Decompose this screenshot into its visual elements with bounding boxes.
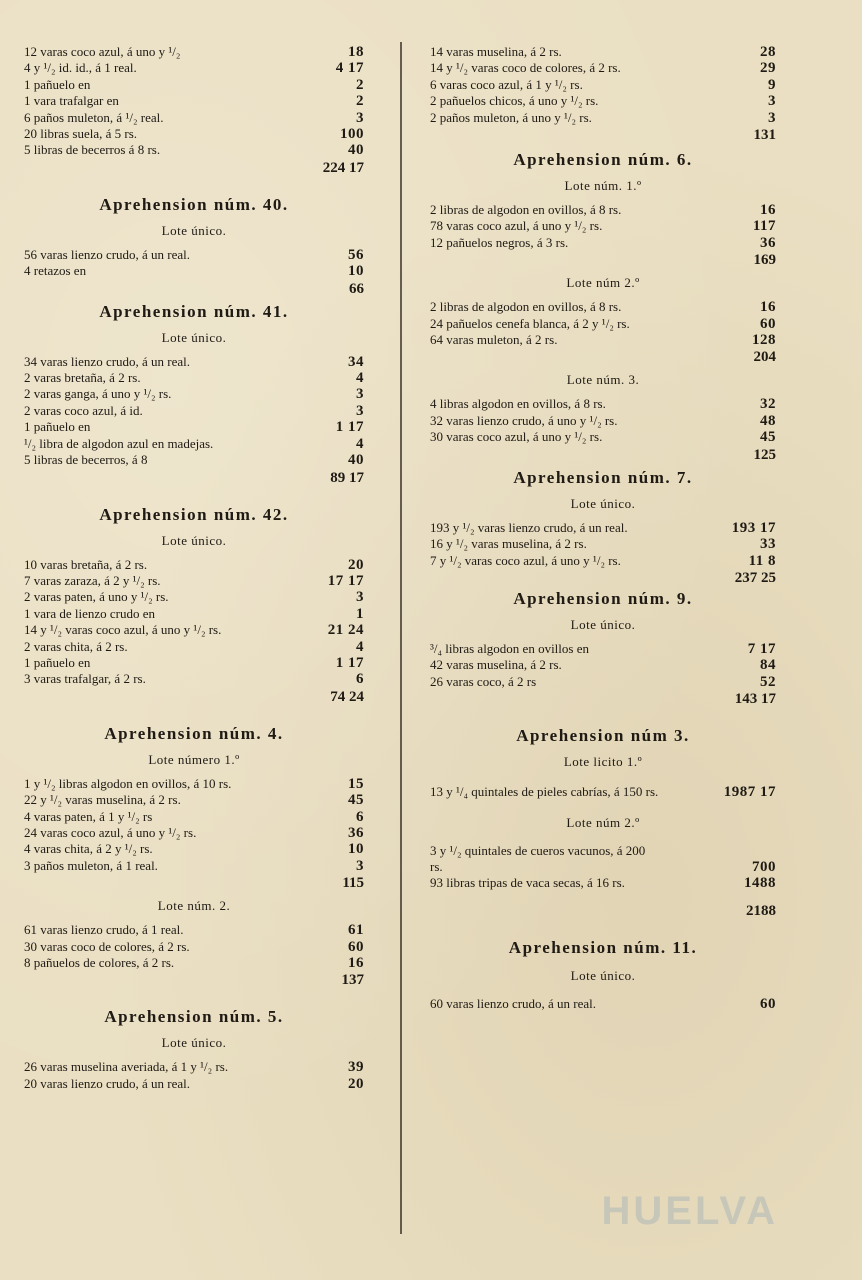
list-item [430,413,776,429]
item-description: 193 y ¹/₂ varas lienzo crudo, á un real. [430,519,628,535]
item-description: 14 y ¹/₂ varas coco de colores, á 2 rs. [430,60,621,76]
subtotal-value: 224 17 [322,159,364,176]
subtotal-value: 125 [753,446,776,463]
lote-label: Lote único. [570,967,636,983]
item-amount: 16 [348,955,364,971]
item-description: 64 varas muleton, á 2 rs. [430,332,558,348]
item-amount: 700 [752,858,776,875]
item-amount: 20 [348,1075,364,1092]
list-item [430,520,776,536]
item-description: 26 varas muselina averiada, á 1 y ¹/₂ rs. [24,1059,229,1075]
section-heading: Aprehension núm. 11. [508,937,698,957]
item-amount: 3 [356,109,364,126]
item-list [430,996,776,1012]
section-heading: Aprehension núm. 40. [99,194,289,214]
lote-label: Lote único. [161,1035,227,1051]
item-description: 2 varas bretaña, á 2 rs. [24,370,141,386]
item-description: ¹/₂ libra de algodon azul en madejas. [24,435,214,451]
item-amount: 117 [752,218,776,235]
list-item [24,110,364,126]
list-item [24,922,364,938]
item-amount: 3 [768,93,776,110]
item-amount: 1 [356,605,364,622]
subtotal-value: 74 24 [330,688,364,705]
item-description: 6 paños muleton, á ¹/₂ real. [24,109,164,125]
subtotal-value: 115 [342,875,364,892]
item-description: 14 y ¹/₂ varas coco azul, á uno y ¹/₂ rs. [24,622,222,638]
list-item [24,386,364,402]
subtotal-value: 131 [753,127,776,144]
subtotal [24,159,364,177]
item-description: 61 varas lienzo crudo, á 1 real. [24,922,184,938]
item-amount: 36 [760,234,776,251]
item-description: 5 libras de becerros, á 8 [24,452,148,468]
item-description: 93 libras tripas de vaca secas, á 16 rs. [430,875,625,891]
subtotal-value: 143 17 [734,691,776,708]
item-description: ³/₄ libras algodon en ovillos en [430,640,589,656]
list-item [430,332,776,348]
item-amount: 28 [760,44,776,60]
item-description: 1 pañuelo en [24,76,91,92]
item-amount: 15 [348,775,364,792]
list-item [24,939,364,955]
subtotal [430,569,776,587]
item-description: 10 varas bretaña, á 2 rs. [24,556,148,572]
subtotal-value: 2188 [746,902,776,919]
item-amount: 56 [348,246,364,263]
lote-label: Lote único. [161,329,227,345]
item-description: 4 libras algodon en ovillos, á 8 rs. [430,396,606,412]
list-item [24,792,364,808]
item-description: 24 pañuelos cenefa blanca, á 2 y ¹/₂ rs. [430,315,630,331]
item-amount: 10 [348,263,364,280]
item-description: 78 varas coco azul, á uno y ¹/₂ rs. [430,218,603,234]
subtotal [430,126,776,144]
subtotal [24,280,364,298]
item-amount: 128 [752,332,776,349]
item-description: 60 varas lienzo crudo, á un real. [430,995,597,1011]
list-item [430,674,776,690]
list-item [430,996,776,1012]
item-list [430,396,776,445]
item-description: 32 varas lienzo crudo, á uno y ¹/₂ rs. [430,412,618,428]
list-item [24,403,364,419]
lote-label: Lote número 1.º [148,751,240,767]
item-description: 30 varas coco azul, á uno y ¹/₂ rs. [430,429,603,445]
item-amount: 1 17 [335,654,364,671]
list-item [24,419,364,435]
list-item [430,316,776,332]
list-item [430,657,776,673]
item-description: 22 y ¹/₂ varas muselina, á 2 rs. [24,792,181,808]
subtotal [430,690,776,708]
list-item [24,557,364,573]
item-description: 8 pañuelos de colores, á 2 rs. [24,955,175,970]
subtotal [24,688,364,706]
item-list [24,557,364,688]
item-amount: 18 [348,44,364,60]
section-heading: Aprehension núm. 4. [104,723,284,743]
list-item [24,93,364,109]
item-description: 20 libras suela, á 5 rs. [24,126,138,142]
list-item [24,825,364,841]
list-item [24,1076,364,1092]
item-description: 7 varas zaraza, á 2 y ¹/₂ rs. [24,572,161,588]
item-list [430,843,776,892]
item-amount: 100 [340,126,364,143]
item-amount: 4 [356,435,364,452]
subtotal [430,348,776,366]
list-item [24,60,364,76]
item-list [24,922,364,971]
item-amount: 16 [760,299,776,316]
item-description: 24 varas coco azul, á uno y ¹/₂ rs. [24,824,197,840]
lote-label: Lote núm 2.º [566,814,640,830]
column-divider [400,42,402,1234]
list-item [430,299,776,315]
list-item [24,452,364,468]
item-description: 14 varas muselina, á 2 rs. [430,44,562,59]
archive-watermark: HUELVA [601,1189,778,1233]
item-amount: 45 [348,792,364,809]
item-amount: 1987 17 [723,784,776,801]
subtotal [430,251,776,269]
item-description: 1 y ¹/₂ libras algodon en ovillos, á 10 rs. [24,775,232,791]
item-amount: 4 17 [335,60,364,77]
section-heading: Aprehension núm. 9. [513,588,693,608]
item-amount: 1488 [744,875,776,892]
list-item [24,573,364,589]
item-description: rs. [430,858,443,874]
item-description: 2 varas chita, á 2 rs. [24,638,128,654]
list-item [430,235,776,251]
item-description: 4 retazos en [24,263,87,279]
list-item [24,622,364,638]
list-item [24,589,364,605]
list-item [24,858,364,874]
item-list [430,202,776,251]
item-amount: 20 [348,556,364,573]
list-item [24,370,364,386]
item-description: 13 y ¹/₄ quintales de pieles cabrías, á 150 rs. [430,784,659,800]
item-description: 6 varas coco azul, á 1 y ¹/₂ rs. [430,76,583,92]
subtotal [24,469,364,487]
item-description: 5 libras de becerros á 8 rs. [24,142,161,158]
item-amount: 29 [760,60,776,77]
item-amount: 60 [348,938,364,955]
list-item [430,218,776,234]
item-amount: 11 8 [748,552,776,569]
item-list [24,776,364,874]
list-item [24,247,364,263]
item-description: 2 varas coco azul, á id. [24,402,143,418]
list-item [430,93,776,109]
item-description: 30 varas coco de colores, á 2 rs. [24,938,190,954]
item-amount: 9 [768,76,776,93]
item-amount: 4 [356,638,364,655]
list-item [24,776,364,792]
subtotal [24,971,364,989]
item-description: 1 vara de lienzo crudo en [24,605,156,621]
item-amount: 45 [760,429,776,446]
item-description: 2 paños muleton, á uno y ¹/₂ rs. [430,109,592,125]
item-description: 2 varas paten, á uno y ¹/₂ rs. [24,589,169,605]
item-amount: 193 17 [731,519,776,536]
list-item [430,536,776,552]
list-item [24,841,364,857]
list-item [24,955,364,971]
item-description: 2 libras de algodon en ovillos, á 8 rs. [430,299,622,315]
item-description: 1 vara trafalgar en [24,93,119,109]
item-amount: 21 24 [327,622,364,639]
item-description: 4 varas paten, á 1 y ¹/₂ rs [24,808,153,824]
item-description: 4 varas chita, á 2 y ¹/₂ rs. [24,841,153,857]
list-item [430,843,776,859]
list-item [24,142,364,158]
item-description: 3 varas trafalgar, á 2 rs. [24,671,146,687]
item-amount: 52 [760,673,776,690]
section-heading: Aprehension núm 3. [516,726,690,746]
list-item [430,44,776,60]
item-description: 2 varas ganga, á uno y ¹/₂ rs. [24,386,172,402]
lote-label: Lote núm. 3. [566,372,640,388]
item-description: 3 y ¹/₂ quintales de cueros vacunos, á 200 [430,842,646,858]
item-amount: 3 [356,386,364,403]
item-list [430,784,776,800]
right-column [430,44,776,1012]
list-item [24,126,364,142]
item-amount: 3 [356,589,364,606]
item-description: 1 pañuelo en [24,419,91,435]
item-amount: 36 [348,824,364,841]
item-description: 2 pañuelos chicos, á uno y ¹/₂ rs. [430,93,599,109]
item-amount: 39 [348,1059,364,1076]
item-description: 12 pañuelos negros, á 3 rs. [430,234,569,250]
item-description: 42 varas muselina, á 2 rs. [430,657,562,673]
item-description: 7 y ¹/₂ varas coco azul, á uno y ¹/₂ rs. [430,552,621,568]
subtotal [430,446,776,464]
item-list [430,299,776,348]
item-description: 4 y ¹/₂ id. id., á 1 real. [24,60,137,76]
list-item [430,641,776,657]
list-item [24,77,364,93]
list-item [24,809,364,825]
subtotal-value: 237 25 [734,569,776,586]
item-description: 34 varas lienzo crudo, á un real. [24,353,191,369]
item-amount: 2 [356,93,364,110]
lote-label: Lote núm 2.º [566,275,640,291]
list-item [430,60,776,76]
item-description: 20 varas lienzo crudo, á un real. [24,1075,191,1091]
list-item [24,44,364,60]
section-heading: Aprehension núm. 42. [99,504,289,524]
list-item [24,436,364,452]
item-amount: 32 [760,396,776,413]
item-list [430,44,776,126]
item-list [24,1059,364,1092]
lote-label: Lote núm. 2. [157,898,231,914]
list-item [24,1059,364,1075]
subtotal-value: 89 17 [330,469,364,486]
item-amount: 17 17 [327,572,364,589]
subtotal-value: 204 [753,349,776,366]
item-amount: 4 [356,370,364,387]
item-list [430,641,776,690]
list-item [430,784,776,800]
item-amount: 3 [768,109,776,126]
left-column [24,44,364,1092]
lote-label: Lote único. [570,616,636,632]
item-amount: 40 [348,452,364,469]
item-description: 2 libras de algodon en ovillos, á 8 rs. [430,202,622,218]
item-description: 26 varas coco, á 2 rs [430,673,537,689]
item-amount: 1 17 [335,419,364,436]
section-heading: Aprehension núm. 6. [513,150,693,170]
item-amount: 16 [760,202,776,219]
list-item [24,655,364,671]
item-amount: 60 [760,315,776,332]
item-list [430,520,776,569]
list-item [430,202,776,218]
item-amount: 60 [760,995,776,1012]
list-item [24,606,364,622]
section-heading: Aprehension núm. 41. [99,301,289,321]
list-item [430,396,776,412]
item-amount: 33 [760,536,776,553]
item-amount: 34 [348,353,364,370]
list-item [430,553,776,569]
subtotal-value: 137 [341,972,364,989]
item-amount: 61 [348,922,364,939]
item-amount: 3 [356,857,364,874]
item-amount: 6 [356,808,364,825]
item-description: 16 y ¹/₂ varas muselina, á 2 rs. [430,536,587,552]
item-description: 56 varas lienzo crudo, á un real. [24,246,191,262]
item-amount: 10 [348,841,364,858]
lote-label: Lote único. [570,495,636,511]
subtotal-value: 169 [753,252,776,269]
list-item [430,429,776,445]
item-list [24,44,364,159]
item-amount: 2 [356,76,364,93]
item-description: 1 pañuelo en [24,654,91,670]
subtotal-value: 66 [349,280,364,297]
item-list [24,247,364,280]
item-list [24,354,364,469]
lote-label: Lote único. [161,222,227,238]
lote-label: Lote núm. 1.º [564,178,642,194]
item-amount: 40 [348,142,364,159]
list-item [430,859,776,875]
section-heading: Aprehension núm. 5. [104,1007,284,1027]
item-amount: 6 [356,671,364,688]
item-description: 12 varas coco azul, á uno y ¹/₂ [24,44,181,59]
item-amount: 7 17 [747,640,776,657]
list-item [430,77,776,93]
lote-label: Lote único. [161,532,227,548]
list-item [24,639,364,655]
item-amount: 3 [356,402,364,419]
list-item [430,875,776,891]
item-amount: 48 [760,412,776,429]
item-amount: 84 [760,657,776,674]
list-item [24,671,364,687]
list-item [24,354,364,370]
item-description: 3 paños muleton, á 1 real. [24,857,158,873]
lote-label: Lote licito 1.º [563,754,643,770]
list-item [24,263,364,279]
list-item [430,110,776,126]
section-heading: Aprehension núm. 7. [513,467,693,487]
subtotal [430,902,776,920]
subtotal [24,874,364,892]
